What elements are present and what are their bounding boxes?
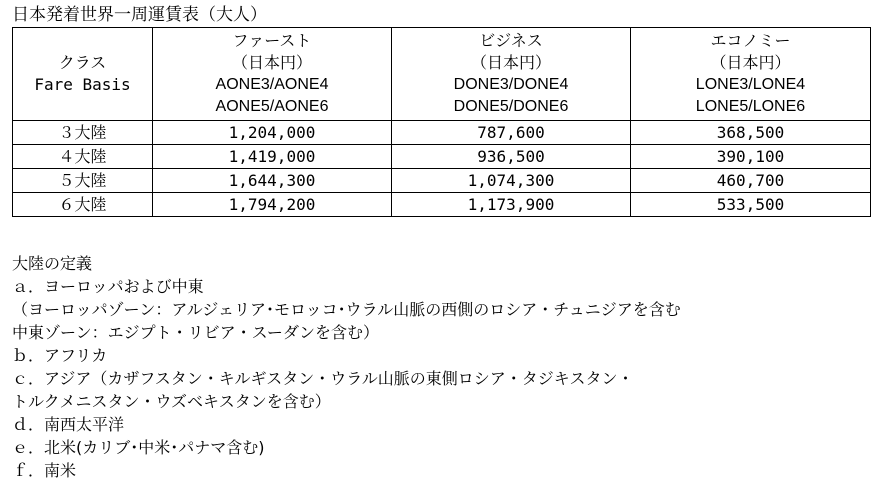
row-label: ３大陸 xyxy=(13,121,153,145)
table-row xyxy=(13,121,871,145)
economy-fare: 390,100 xyxy=(631,145,871,169)
definition-line: トルクメニスタン・ウズベキスタンを含む） xyxy=(12,392,331,411)
economy-fare: 533,500 xyxy=(631,193,871,217)
table-row xyxy=(13,145,871,169)
column-currency: （日本円） xyxy=(231,53,312,72)
business-fare: 787,600 xyxy=(392,121,631,145)
fare-basis-codes: DONE5/DONE6 xyxy=(453,98,569,115)
continent-definitions xyxy=(12,252,882,482)
definition-line: ｃ．アジア（カザフスタン・キルギスタン・ウラル山脈の東側ロシア・タジキスタン・ xyxy=(12,369,634,388)
fare-basis-codes: AONE5/AONE6 xyxy=(215,98,329,115)
fare-table xyxy=(12,27,871,217)
column-name: エコノミー xyxy=(710,31,791,50)
definition-line: 中東ゾーン：エジプト・リビア・スーダンを含む） xyxy=(12,323,380,342)
row-label: ５大陸 xyxy=(13,169,153,193)
first-fare: 1,204,000 xyxy=(153,121,392,145)
row-label: ６大陸 xyxy=(13,193,153,217)
first-fare: 1,794,200 xyxy=(153,193,392,217)
business-fare: 1,173,900 xyxy=(392,193,631,217)
column-name: ファースト xyxy=(232,31,312,50)
table-row xyxy=(13,193,871,217)
header-business-cell xyxy=(392,28,631,121)
column-currency: （日本円） xyxy=(710,53,791,72)
table-header-row xyxy=(13,28,871,121)
header-class-cell xyxy=(13,28,153,121)
definition-line: （ヨーロッパゾーン：アルジェリア･モロッコ･ウラル山脈の西側のロシア・チュニジアを含む xyxy=(12,300,681,319)
definition-line: ｅ．北米(カリブ･中米･パナマ含む) xyxy=(12,438,265,457)
first-fare: 1,644,300 xyxy=(153,169,392,193)
page-title: 日本発着世界一周運賃表（大人） xyxy=(12,5,267,25)
fare-basis-codes: AONE3/AONE4 xyxy=(215,76,329,93)
definition-line: ｂ．アフリカ xyxy=(12,346,108,365)
fare-basis-codes: LONE5/LONE6 xyxy=(695,98,806,115)
business-fare: 936,500 xyxy=(392,145,631,169)
definition-line: ｆ．南米 xyxy=(12,461,77,480)
fare-basis-label: Fare Basis xyxy=(34,75,131,94)
economy-fare: 368,500 xyxy=(631,121,871,145)
header-economy-cell xyxy=(631,28,871,121)
class-label: クラス xyxy=(58,53,107,72)
definition-line: ｄ．南西太平洋 xyxy=(12,415,125,434)
row-label: ４大陸 xyxy=(13,145,153,169)
definitions-heading: 大陸の定義 xyxy=(12,254,93,273)
business-fare: 1,074,300 xyxy=(392,169,631,193)
column-currency: （日本円） xyxy=(470,53,551,72)
fare-basis-codes: DONE3/DONE4 xyxy=(453,76,569,93)
economy-fare: 460,700 xyxy=(631,169,871,193)
column-name: ビジネス xyxy=(479,31,543,50)
definition-line: ａ．ヨーロッパおよび中東 xyxy=(12,277,204,296)
table-row xyxy=(13,169,871,193)
first-fare: 1,419,000 xyxy=(153,145,392,169)
fare-basis-codes: LONE3/LONE4 xyxy=(695,76,806,93)
header-first-cell xyxy=(153,28,392,121)
